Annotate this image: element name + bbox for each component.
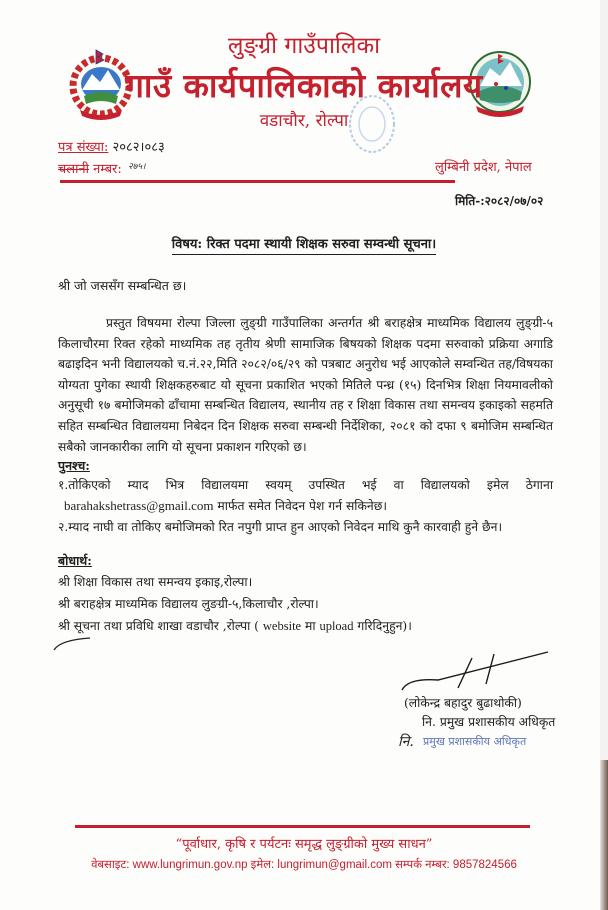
- reference-number: [58, 137, 165, 155]
- letter-date: मिति-:२०८२/०७/०२: [455, 194, 544, 208]
- subject-text: विषय: रिक्त पदमा स्थायी शिक्षक सरुवा सम्वन्धी सूचना।: [172, 237, 436, 255]
- body-text: प्रस्तुत विषयमा रोल्पा जिल्ला लुङ्ग्री गाउँपालिका अन्तर्गत श्री बराहक्षेत्र माध्यमिक विद्यालय लुङ्ग्री-५ किलाचौरमा रिक्त रहेको माध्यमिक तह तृतीय श्रेणी सामाजिक बिषयको शिक्षक पदमा सरुवाको प्रक्रिया अगाडि बढाइदिन भनी विद्यालयको च.नं.२२,मिति २०८२/०६/२९ को पत्रबाट अनुरोध भई आएकोले सम्वन्धित तह/विषयका योग्यता पुगेका स्थायी शिक्षकहरुबाट यो सूचना प्रकाशित भएको मितिले पन्ध्र (१५) दिनभित्र शिक्षा नियमावलीको अनुसूची १७ बमोजिमको ढाँचामा सम्बन्धित विद्यालय, स्थानीय तह र शिक्षा विकास तथा समन्वय इकाइको सहमति सहित सम्बन्धित विद्यालयमा निबेदन दिन शिक्षक सरुवा सम्बन्धी निर्देशिका, २०८१ को दफा ९ बमोजिम सम्बन्धित सबैको जानकारीका लागि यो सूचना प्रकाशन गरिएको छ।: [58, 316, 553, 454]
- cc-item-text: website: [262, 619, 302, 633]
- footer-motto: “पूर्वाधार, कृषि र पर्यटनः समृद्ध लुङ्ग्रीको मुख्य साधन”: [175, 837, 433, 852]
- postscript-item-1: १.तोकिएको म्याद भित्र विद्यालयमा स्वयम् उपस्थित भई वा विद्यालयको इमेल ठेगाना: [58, 478, 553, 492]
- cc-item-text: मा: [301, 619, 320, 633]
- body-paragraph: [58, 313, 553, 457]
- cc-item-text: गरिदिनुहुन)।: [353, 619, 412, 633]
- dispatch-label: नम्बर:: [89, 162, 122, 177]
- cc-item: [58, 617, 412, 634]
- signature-icon: [398, 648, 558, 692]
- municipality-name: लुङ्ग्री गाउँपालिका: [227, 33, 381, 59]
- postscript-item-1-tail: मार्फत समेत निवेदन पेश गर्न सकिनेछ।: [213, 499, 388, 513]
- dispatch-label-struck: चलानी: [58, 162, 90, 177]
- dispatch-number: [58, 159, 122, 177]
- page-edge-shadow: [600, 760, 608, 910]
- cc-heading: बोधार्थ:: [58, 553, 92, 568]
- signatory-name: (लोकेन्द्र बहादुर बुढाथोकी): [404, 696, 522, 710]
- postscript-item-1-cont: [64, 497, 387, 514]
- signatory-prefix-handwritten: नि.: [398, 734, 414, 750]
- office-stamp-icon: [346, 92, 398, 156]
- salutation: श्री जो जससँग सम्बन्धित छ।: [58, 278, 187, 293]
- reference-value: २०८२।०८३: [112, 140, 165, 155]
- postscript-heading: पुनश्च:: [58, 458, 90, 473]
- cc-item-text: श्री सूचना तथा प्रविधि शाखा वडाचौर ,रोल्पा (: [58, 619, 263, 633]
- cc-item: श्री बराहक्षेत्र माध्यमिक विद्यालय लुङग्री-५,किलाचौर ,रोल्पा।: [58, 597, 319, 611]
- cc-item: श्री शिक्षा विकास तथा समन्वय इकाइ,रोल्पा।: [58, 575, 253, 589]
- subject-line: [0, 234, 608, 252]
- footer-divider: [75, 825, 530, 828]
- pen-tick-mark-icon: [52, 634, 92, 652]
- office-location: वडाचौर, रोल्पा: [259, 111, 349, 131]
- province-address: लुम्बिनी प्रदेश, नेपाल: [435, 160, 532, 175]
- reference-label: पत्र संख्या:: [58, 140, 109, 155]
- school-email-link[interactable]: barahakshetrass@gmail.com: [64, 498, 214, 513]
- office-name: गाउँ कार्यपालिकाको कार्यालय: [125, 66, 483, 105]
- footer-contact: वेबसाइट: www.lungrimun.gov.np इमेल: lungrimun@gmail.com सम्पर्क नम्बर: 9857824566: [91, 859, 517, 871]
- postscript-item-2: २.म्याद नाघी वा तोकिए बमोजिमको रित नपुगी प्राप्त हुन आएको निवेदन माथि कुनै कारवाही हुने छैन।: [58, 520, 503, 534]
- cc-item-text: upload: [319, 619, 354, 633]
- header-divider: [60, 180, 455, 183]
- designation-stamp: प्रमुख प्रशासकीय अधिकृत: [423, 735, 527, 748]
- handwritten-dispatch-number: २७५।: [128, 162, 146, 172]
- signatory-title: नि. प्रमुख प्रशासकीय अधिकृत: [422, 715, 556, 729]
